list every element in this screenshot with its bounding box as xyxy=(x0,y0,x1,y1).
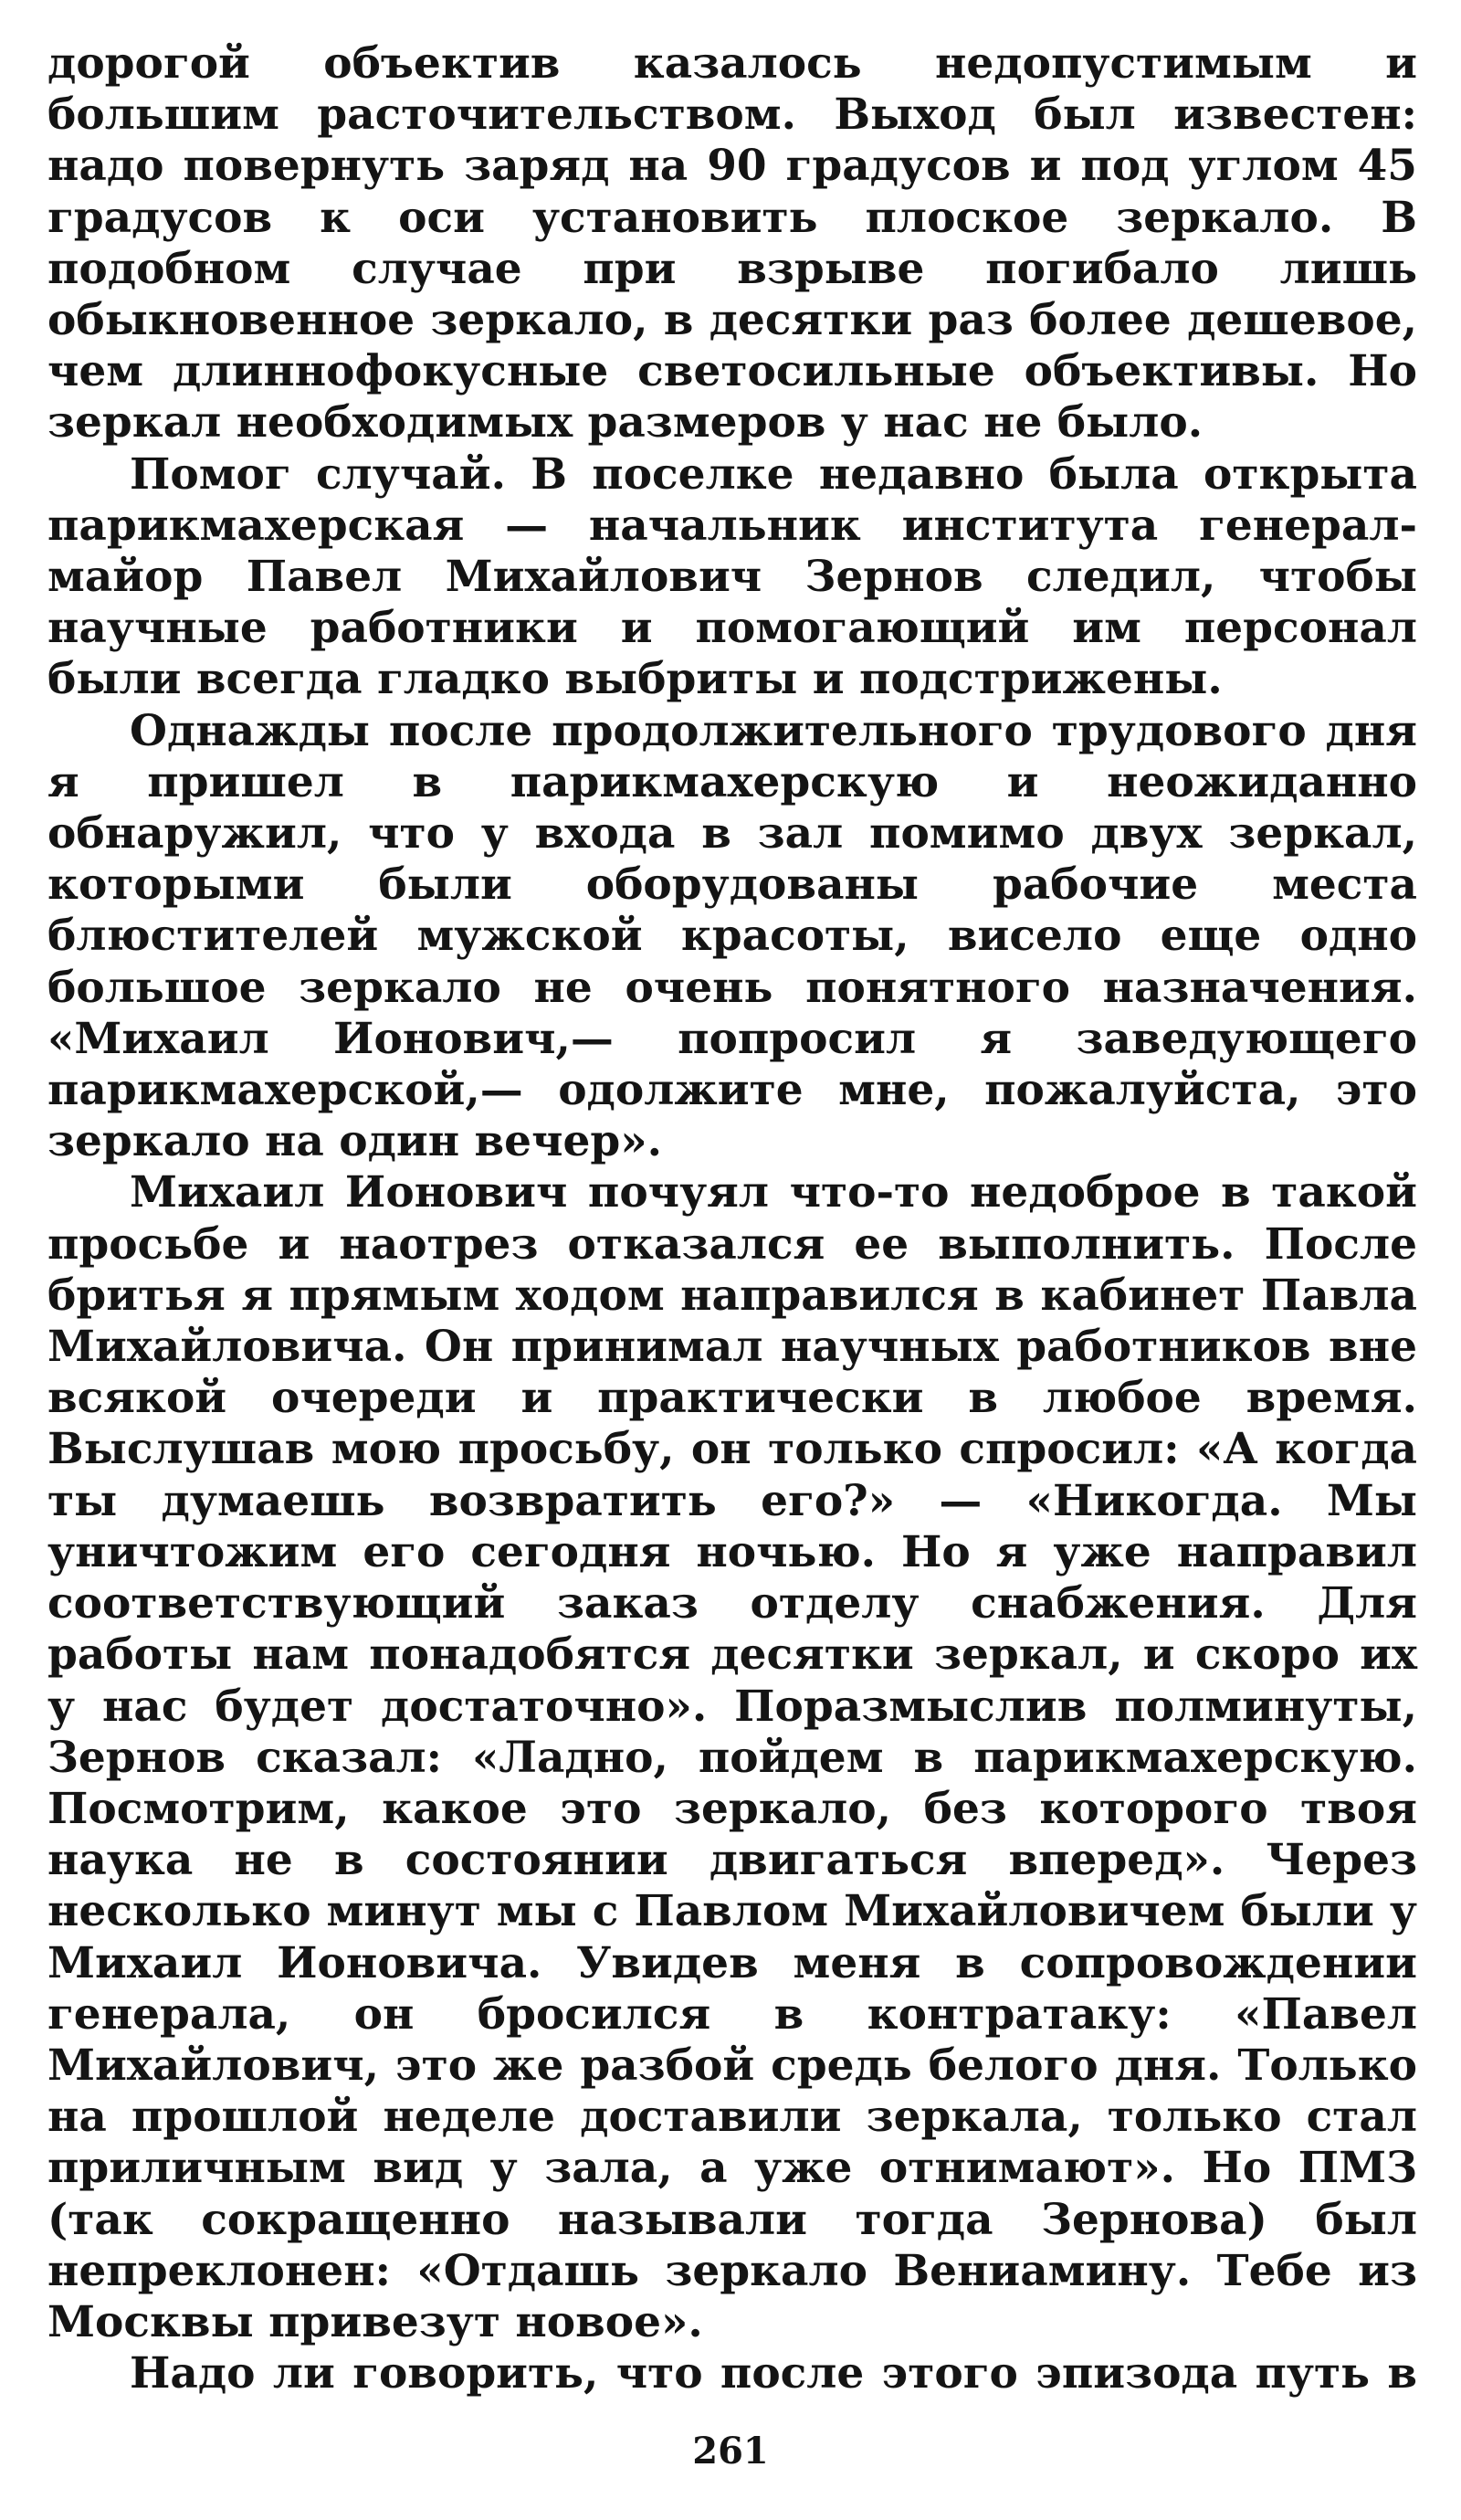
paragraph-continuation: дорогой объектив казалось недопустимым и большим расточительством. Выход был известен: надо повернуть заряд на 90 градусов и под углом 45 градусов к оси установить плоское зеркало. В подобном случае при взрыве погибало лишь обыкновенное зеркало, в десятки раз более дешевое, чем длиннофокусные светосильные объективы. Но зеркал необходимых размеров у нас не было. xyxy=(47,38,1417,448)
paragraph-mirror-request: Однажды после продолжительного трудового дня я пришел в парикмахерскую и неожиданно обнаружил, что у входа в зал помимо двух зеркал, которыми были оборудованы рабочие места блюстителей мужской красоты, висело еще одно большое зеркало не очень понятного назначения. «Михаил Ионович,— попросил я заведующего парикмахерской,— одолжите мне, пожалуйста, это зеркало на один вечер». xyxy=(47,705,1417,1167)
paragraph-zernov: Михаил Ионович почуял что-то недоброе в такой просьбе и наотрез отказался ее выполнить. После бритья я прямым ходом направился в кабинет Павла Михайловича. Он принимал научных работников вне всякой очереди и практически в любое время. Выслушав мою просьбу, он только спросил: «А когда ты думаешь возвратить его?» — «Никогда. Мы уничтожим его сегодня ночью. Но я уже направил соответствующий заказ отделу снабжения. Для работы нам понадобятся десятки зеркал, и скоро их у нас будет достаточно». Поразмыслив полминуты, Зернов сказал: «Ладно, пойдем в парикмахерскую. Посмотрим, какое это зеркало, без которого твоя наука не в состоянии двигаться вперед». Через несколько минут мы с Павлом Михайловичем были у Михаил Ионовича. Увидев меня в сопровождении генерала, он бросился в контратаку: «Павел Михайлович, это же разбой средь белого дня. Только на прошлой неделе доставили зеркала, только стал приличным вид у зала, а уже отнимают». Но ПМЗ (так сокращенно называли тогда Зернова) был непреклонен: «Отдашь зеркало Вениамину. Тебе из Москвы привезут новое». xyxy=(47,1167,1417,2347)
page-number: 261 xyxy=(692,2430,769,2473)
page-text xyxy=(47,38,1417,2399)
paragraph-closing: Надо ли говорить, что после этого эпизода путь в xyxy=(130,2348,1417,2399)
paragraph-barbershop: Помог случай. В поселке недавно была открыта парикмахерская — начальник института генерал-майор Павел Михайлович Зернов следил, чтобы научные работники и помогающий им персонал были всегда гладко выбриты и подстрижены. xyxy=(47,448,1417,705)
